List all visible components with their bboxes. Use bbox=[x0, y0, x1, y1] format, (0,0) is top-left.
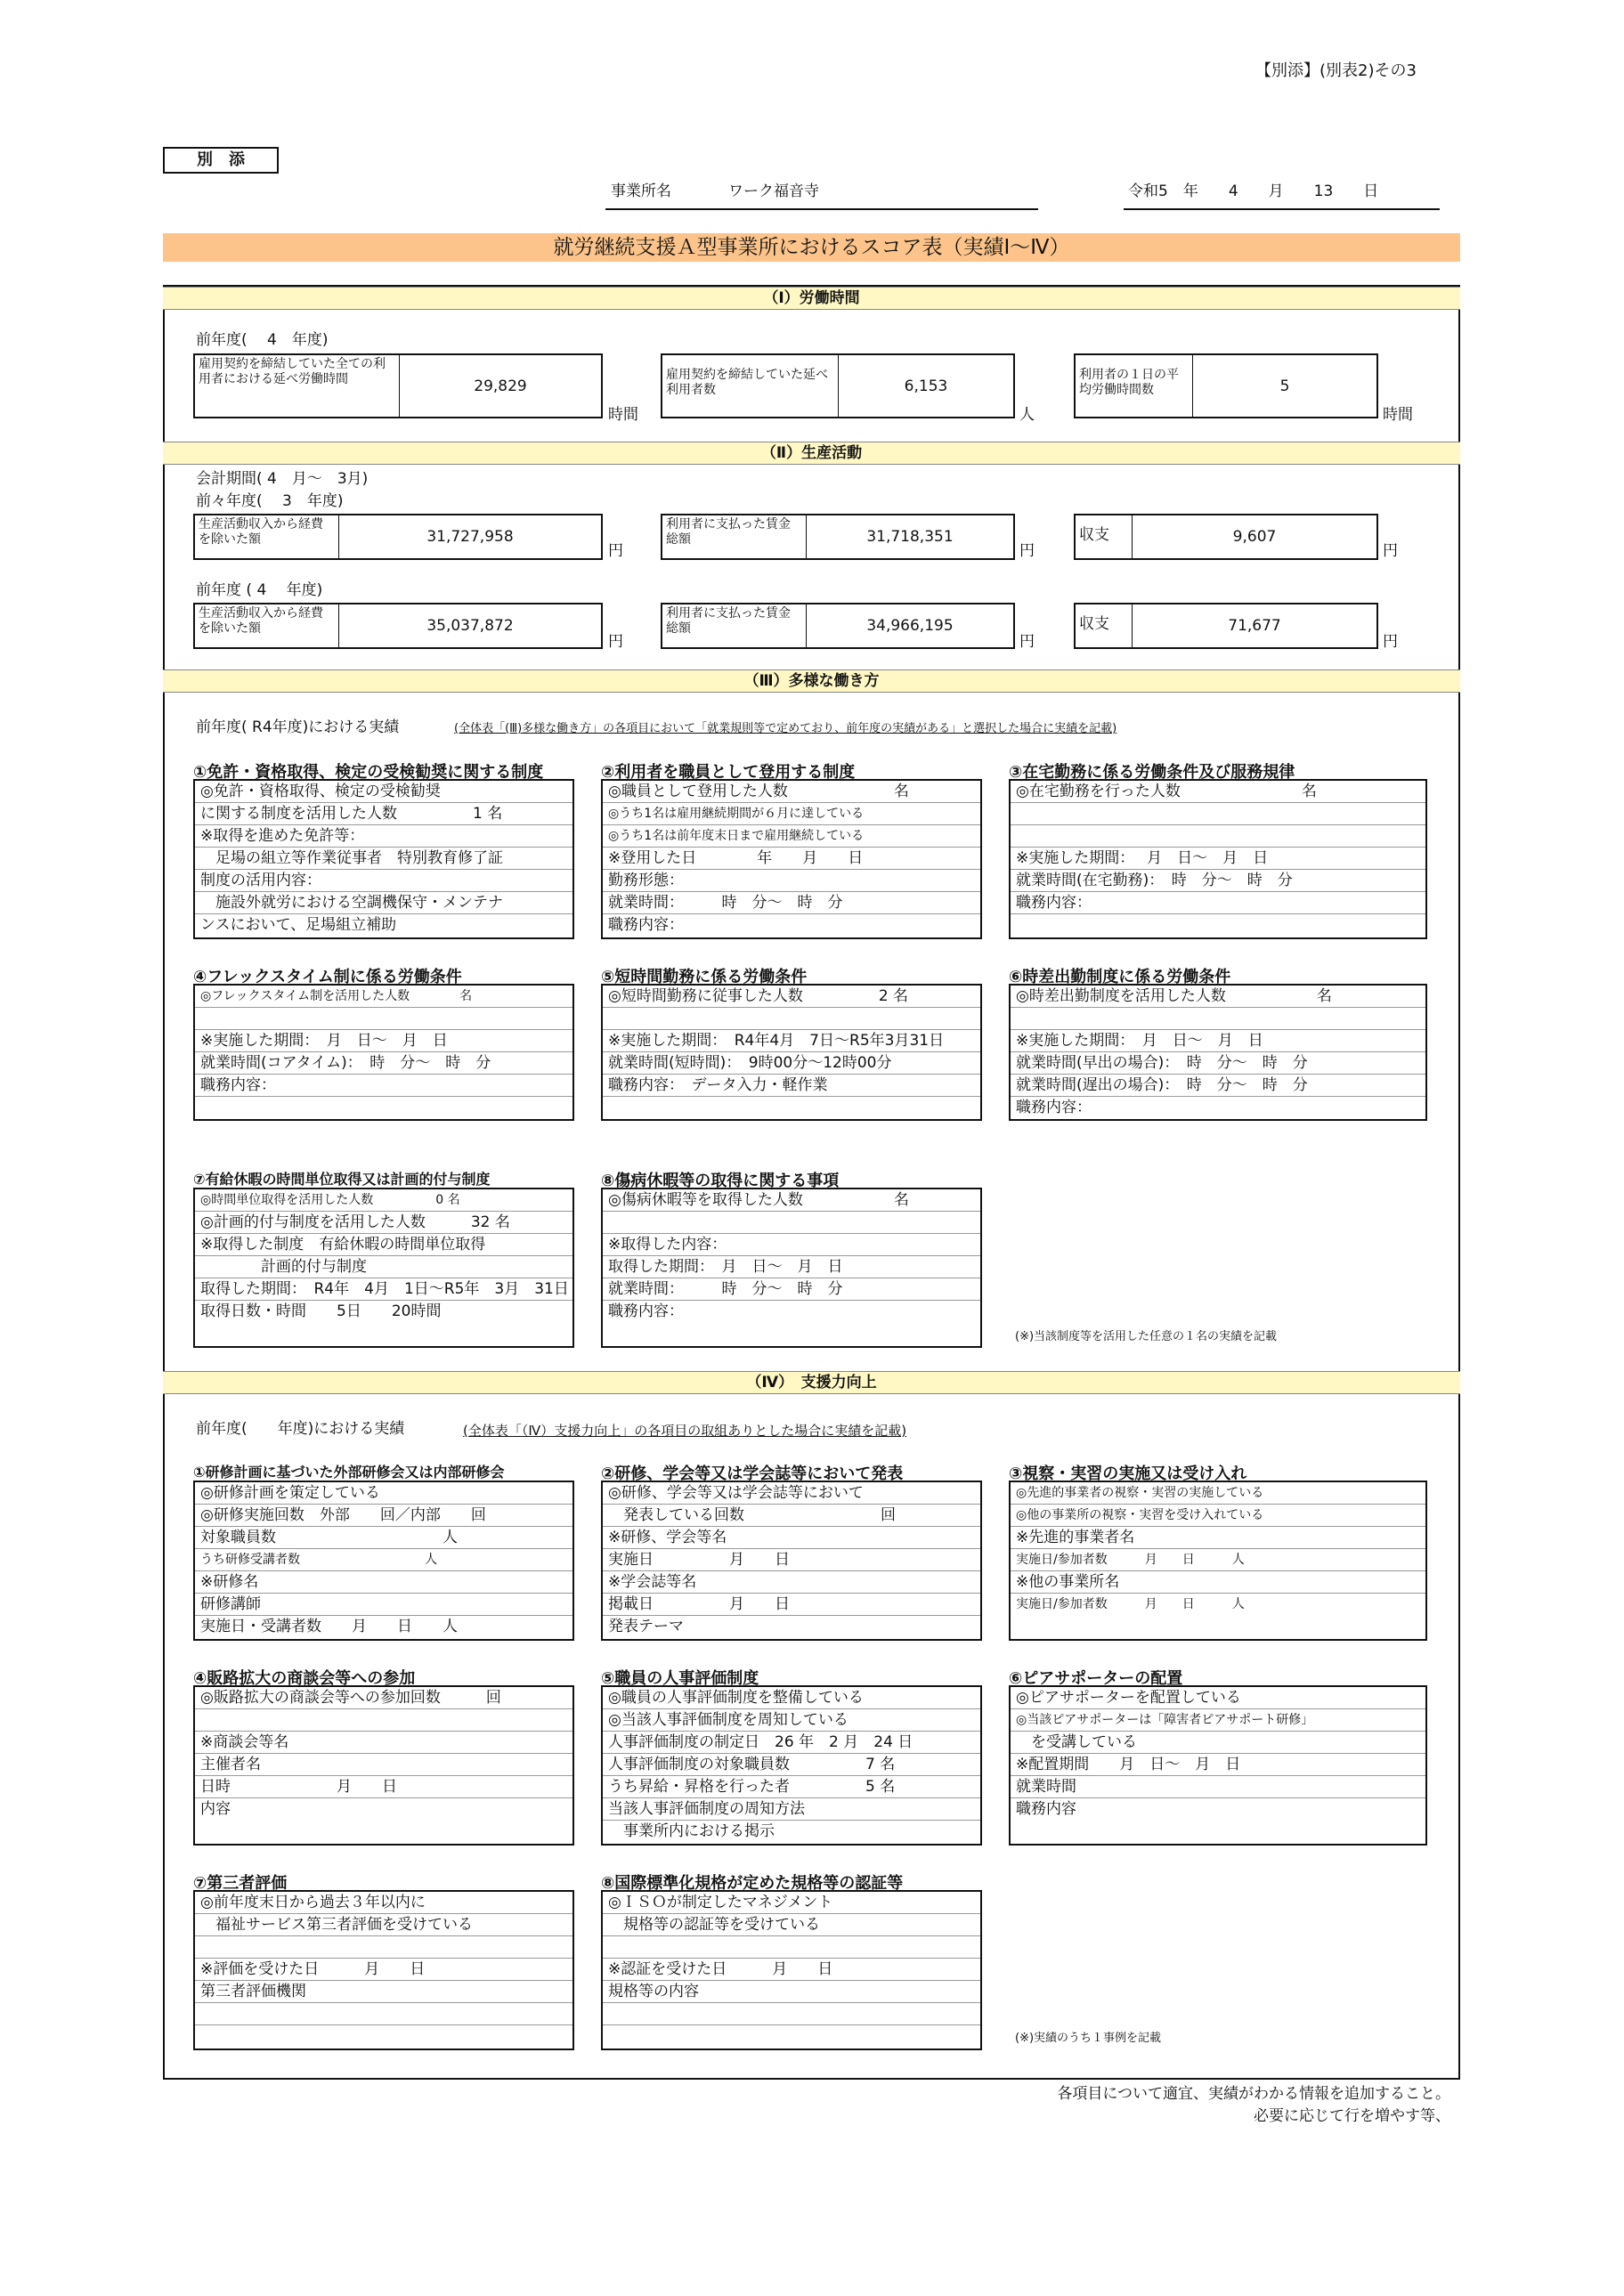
s3-item1-row: 制度の活用内容： bbox=[195, 870, 572, 892]
sec3-intro: 前年度( R4年度)における実績 bbox=[196, 718, 400, 736]
sec4-footnote: (※)実績のうち１事例を記載 bbox=[1015, 2032, 1162, 2045]
s3-item2-title: ②利用者を職員として登用する制度 bbox=[601, 763, 856, 782]
sec4-intro-note: (全体表「（Ⅳ）支援力向上」の各項目の取組ありとした場合に実績を記載) bbox=[463, 1423, 907, 1439]
s3-item4-row: ◎フレックスタイム制を活用した人数 名 bbox=[195, 986, 572, 1008]
s4-item2-title: ②研修、学会等又は学会誌等において発表 bbox=[601, 1464, 904, 1483]
unit-yen: 円 bbox=[608, 633, 623, 651]
s4-item7-title: ⑦第三者評価 bbox=[193, 1874, 288, 1893]
s3-item2-row: 職務内容： bbox=[608, 916, 684, 934]
s4-item7-row: 第三者評価機関 bbox=[195, 1981, 572, 2003]
s4-item8-row bbox=[603, 1936, 980, 1959]
s3-item1-box bbox=[193, 779, 574, 939]
s3-item1-row: 足場の組立等作業従事者 特別教育修了証 bbox=[195, 848, 572, 870]
s4-item3-row: ◎他の事業所の視察・実習を受け入れている bbox=[1011, 1505, 1425, 1527]
date-underline bbox=[1124, 208, 1440, 210]
s3-item3-row bbox=[1011, 825, 1425, 848]
s3-item6-row: 就業時間(遅出の場合)： 時 分～ 時 分 bbox=[1011, 1075, 1425, 1097]
s4-item5-row: 当該人事評価制度の周知方法 bbox=[603, 1798, 980, 1821]
s4-item7-row bbox=[195, 1936, 572, 1959]
s3-item4-title: ④フレックスタイム制に係る労働条件 bbox=[193, 968, 462, 986]
page-title: 就労継続支援Ａ型事業所におけるスコア表（実績Ⅰ～Ⅳ） bbox=[163, 233, 1460, 262]
income-box-1 bbox=[193, 514, 603, 560]
sec1-year: 前年度( 4 年度) bbox=[196, 331, 329, 349]
s4-item4-row: ◎販路拡大の商談会等への参加回数 回 bbox=[195, 1687, 572, 1709]
s3-item4-box bbox=[193, 984, 574, 1121]
income-value-2: 35,037,872 bbox=[426, 617, 514, 635]
s4-item8-row bbox=[603, 2003, 980, 2025]
s4-item1-row: 対象職員数 人 bbox=[195, 1527, 572, 1549]
avg-hours-label: 利用者の１日の平均労働時間数 bbox=[1076, 355, 1193, 417]
office-name: ワーク福音寺 bbox=[728, 183, 819, 200]
wage-label: 利用者に支払った賃金総額 bbox=[662, 604, 807, 647]
s3-item6-row bbox=[1011, 1008, 1425, 1030]
date: 令和5 年 4 月 13 日 bbox=[1128, 183, 1379, 200]
sec4-intro: 前年度( 年度)における実績 bbox=[196, 1420, 405, 1438]
wage-label: 利用者に支払った賃金総額 bbox=[662, 515, 807, 558]
s4-item5-row: うち昇給・昇格を行った者 5 名 bbox=[603, 1776, 980, 1798]
s4-item2-row: 発表テーマ bbox=[608, 1618, 684, 1635]
s4-item1-row: 研修講師 bbox=[195, 1594, 572, 1616]
s3-item5-row: ◎短時間勤務に従事した人数 2 名 bbox=[603, 986, 980, 1008]
balance-label: 収支 bbox=[1076, 515, 1133, 558]
s4-item1-row: ◎研修計画を策定している bbox=[195, 1482, 572, 1505]
s3-item7-box bbox=[193, 1188, 574, 1348]
s3-item8-box bbox=[601, 1188, 982, 1348]
s3-item5-box bbox=[601, 984, 982, 1121]
s3-item2-row: 就業時間： 時 分～ 時 分 bbox=[603, 892, 980, 914]
footer-line-1: 各項目について適宜、実績がわかる情報を追加すること。 bbox=[1057, 2085, 1450, 2103]
s4-item7-row: ※評価を受けた日 月 日 bbox=[195, 1959, 572, 1981]
s3-item1-row: ンスにおいて、足場組立補助 bbox=[200, 916, 397, 934]
s3-item7-row: ◎時間単位取得を活用した人数 0 名 bbox=[195, 1189, 572, 1212]
s4-item3-row: ◎先進的事業者の視察・実習の実施している bbox=[1011, 1482, 1425, 1505]
s4-item6-box bbox=[1009, 1685, 1427, 1846]
s4-item2-row: ※研修、学会等名 bbox=[603, 1527, 980, 1549]
footer-line-2: 必要に応じて行を増やす等、 bbox=[1254, 2107, 1450, 2125]
s3-item3-title: ③在宅勤務に係る労働条件及び服務規律 bbox=[1009, 763, 1295, 782]
s4-item6-row: を受講している bbox=[1011, 1732, 1425, 1754]
s3-item2-row: 勤務形態： bbox=[603, 870, 980, 892]
income-label: 生産活動収入から経費を除いた額 bbox=[195, 604, 339, 647]
income-label: 生産活動収入から経費を除いた額 bbox=[195, 515, 339, 558]
total-users-unit: 人 bbox=[1019, 406, 1035, 424]
s4-item2-row: 実施日 月 日 bbox=[603, 1549, 980, 1571]
s3-item2-row: ◎職員として登用した人数 名 bbox=[603, 781, 980, 803]
s3-item2-row: ◎うち1名は前年度末日まで雇用継続している bbox=[603, 825, 980, 848]
s4-item4-title: ④販路拡大の商談会等への参加 bbox=[193, 1669, 416, 1688]
s4-item2-row: 発表している回数 回 bbox=[603, 1505, 980, 1527]
s4-item5-row: ◎職員の人事評価制度を整備している bbox=[603, 1687, 980, 1709]
s4-item8-row: ◎ＩＳＯが制定したマネジメント bbox=[603, 1892, 980, 1914]
s3-item2-row: ◎うち1名は雇用継続期間が６月に達している bbox=[603, 803, 980, 825]
s4-item8-title: ⑧国際標準化規格が定めた規格等の認証等 bbox=[601, 1874, 904, 1893]
wage-box-2 bbox=[661, 603, 1015, 649]
s3-item5-row: 職務内容： データ入力・軽作業 bbox=[603, 1075, 980, 1097]
s4-item1-row: ※研修名 bbox=[195, 1571, 572, 1594]
s3-item7-title: ⑦有給休暇の時間単位取得又は計画的付与制度 bbox=[193, 1171, 491, 1188]
s4-item3-row: 実施日/参加者数 月 日 人 bbox=[1016, 1597, 1245, 1611]
s3-item4-row bbox=[195, 1008, 572, 1030]
balance-value-2: 71,677 bbox=[1228, 617, 1281, 635]
s4-item1-box bbox=[193, 1481, 574, 1641]
s3-item4-row: 職務内容： bbox=[195, 1075, 572, 1097]
s3-item6-row: 就業時間(早出の場合)： 時 分～ 時 分 bbox=[1011, 1052, 1425, 1075]
s3-item3-row bbox=[1011, 803, 1425, 825]
total-users-box bbox=[661, 353, 1015, 418]
s4-item8-row bbox=[603, 2025, 980, 2048]
balance-box-1 bbox=[1074, 514, 1378, 560]
s3-item3-box bbox=[1009, 779, 1427, 939]
income-box-2 bbox=[193, 603, 603, 649]
s4-item2-box bbox=[601, 1481, 982, 1641]
wage-box-1 bbox=[661, 514, 1015, 560]
accounting-period: 会計期間( 4 月～ 3月) bbox=[196, 470, 369, 488]
s4-item4-row: 内容 bbox=[200, 1800, 231, 1818]
total-hours-unit: 時間 bbox=[608, 406, 638, 424]
s3-item8-row: ※取得した内容： bbox=[603, 1234, 980, 1256]
income-value-1: 31,727,958 bbox=[426, 528, 514, 546]
s4-item4-row: ※商談会等名 bbox=[195, 1732, 572, 1754]
s4-item5-title: ⑤職員の人事評価制度 bbox=[601, 1669, 759, 1688]
s3-item1-row: ◎免許・資格取得、検定の受検勧奨 bbox=[195, 781, 572, 803]
s3-item8-row bbox=[603, 1212, 980, 1234]
wage-value-1: 31,718,351 bbox=[866, 528, 954, 546]
s4-item8-row: ※認証を受けた日 月 日 bbox=[603, 1959, 980, 1981]
s4-item6-row: ◎ピアサポーターを配置している bbox=[1011, 1687, 1425, 1709]
s4-item1-row: ◎研修実施回数 外部 回／内部 回 bbox=[195, 1505, 572, 1527]
avg-hours-value: 5 bbox=[1279, 377, 1290, 395]
s4-item3-box bbox=[1009, 1481, 1427, 1641]
s3-item5-row: ※実施した期間： R4年4月 7日～R5年3月31日 bbox=[603, 1030, 980, 1052]
total-users-value: 6,153 bbox=[904, 377, 948, 395]
band-support-capacity: （Ⅳ） 支援力向上 bbox=[163, 1371, 1460, 1394]
unit-yen: 円 bbox=[1019, 633, 1035, 651]
s4-item1-row: 実施日・受講者数 月 日 人 bbox=[200, 1618, 458, 1635]
s3-item1-title: ①免許・資格取得、検定の受検勧奨に関する制度 bbox=[193, 763, 544, 782]
balance-label: 収支 bbox=[1076, 604, 1133, 647]
s4-item5-row: 人事評価制度の対象職員数 7 名 bbox=[603, 1754, 980, 1776]
corner-note: 【別添】(別表2)その3 bbox=[1255, 61, 1417, 80]
s4-item6-row: ※配置期間 月 日～ 月 日 bbox=[1011, 1754, 1425, 1776]
s4-item6-title: ⑥ピアサポーターの配置 bbox=[1009, 1669, 1183, 1688]
s3-item8-title: ⑧傷病休暇等の取得に関する事項 bbox=[601, 1172, 840, 1190]
wage-value-2: 34,966,195 bbox=[866, 617, 954, 635]
balance-box-2 bbox=[1074, 603, 1378, 649]
avg-hours-unit: 時間 bbox=[1383, 406, 1413, 424]
balance-value-1: 9,607 bbox=[1232, 528, 1277, 546]
office-underline bbox=[605, 208, 1038, 210]
total-hours-box bbox=[193, 353, 603, 418]
s3-item8-row: 職務内容： bbox=[608, 1302, 684, 1320]
previous-year: 前年度 ( 4 年度) bbox=[196, 581, 323, 599]
s4-item1-title: ①研修計画に基づいた外部研修会又は内部研修会 bbox=[193, 1464, 505, 1481]
s4-item7-row bbox=[195, 2003, 572, 2025]
s4-item7-box bbox=[193, 1890, 574, 2050]
s4-item8-row: 規格等の内容 bbox=[603, 1981, 980, 2003]
s4-item3-title: ③視察・実習の実施又は受け入れ bbox=[1009, 1464, 1247, 1483]
s3-item6-row: ◎時差出勤制度を活用した人数 名 bbox=[1011, 986, 1425, 1008]
s4-item4-row: 日時 月 日 bbox=[195, 1776, 572, 1798]
s3-item8-row: 取得した期間： 月 日～ 月 日 bbox=[603, 1256, 980, 1278]
s3-item7-row: 取得日数・時間 5日 20時間 bbox=[200, 1302, 442, 1320]
s3-item1-row: ※取得を進めた免許等： bbox=[195, 825, 572, 848]
s3-item6-row: ※実施した期間： 月 日～ 月 日 bbox=[1011, 1030, 1425, 1052]
s3-item1-row: 施設外就労における空調機保守・メンテナ bbox=[195, 892, 572, 914]
s3-item7-row: 取得した期間： R4年 4月 1日～R5年 3月 31日 bbox=[195, 1278, 572, 1301]
s3-item8-row: ◎傷病休暇等を取得した人数 名 bbox=[603, 1189, 980, 1212]
s3-item5-row: 就業時間(短時間)： 9時00分～12時00分 bbox=[603, 1052, 980, 1075]
band-production: （Ⅱ）生産活動 bbox=[163, 442, 1460, 465]
band-labor-hours: （Ⅰ）労働時間 bbox=[163, 287, 1460, 310]
s3-item3-row bbox=[1011, 914, 1425, 937]
s3-item7-row: ※取得した制度 有給休暇の時間単位取得 bbox=[195, 1234, 572, 1256]
total-hours-label: 雇用契約を締結していた全ての利用者における延べ労働時間 bbox=[195, 355, 400, 417]
s3-item1-row: に関する制度を活用した人数 1 名 bbox=[195, 803, 572, 825]
s4-item1-row: うち研修受講者数 人 bbox=[195, 1549, 572, 1571]
unit-yen: 円 bbox=[608, 542, 623, 560]
s3-item5-row bbox=[603, 1008, 980, 1030]
s4-item2-row: 掲載日 月 日 bbox=[603, 1594, 980, 1616]
s4-item8-row: 規格等の認証等を受けている bbox=[603, 1914, 980, 1936]
sec3-footnote: (※)当該制度等を活用した任意の１名の実績を記載 bbox=[1015, 1330, 1278, 1343]
s3-item8-row: 就業時間： 時 分～ 時 分 bbox=[603, 1278, 980, 1301]
s3-item3-row: 職務内容： bbox=[1011, 892, 1425, 914]
s4-item5-box bbox=[601, 1685, 982, 1846]
s3-item2-box bbox=[601, 779, 982, 939]
s4-item4-row: 主催者名 bbox=[195, 1754, 572, 1776]
s3-item5-title: ⑤短時間勤務に係る労働条件 bbox=[601, 968, 808, 986]
year-before-last: 前々年度( 3 年度) bbox=[196, 492, 344, 510]
avg-hours-box bbox=[1074, 353, 1378, 418]
s4-item5-row: 人事評価制度の制定日 26 年 2 月 24 日 bbox=[603, 1732, 980, 1754]
s3-item6-box bbox=[1009, 984, 1427, 1121]
s4-item7-row bbox=[195, 2025, 572, 2048]
unit-yen: 円 bbox=[1383, 633, 1398, 651]
s4-item3-row: 実施日/参加者数 月 日 人 bbox=[1011, 1549, 1425, 1571]
s4-item3-row: ※先進的事業者名 bbox=[1011, 1527, 1425, 1549]
s4-item4-box bbox=[193, 1685, 574, 1846]
s4-item5-row: 事業所内における掲示 bbox=[608, 1822, 775, 1840]
s3-item3-row: ◎在宅勤務を行った人数 名 bbox=[1011, 781, 1425, 803]
s4-item3-row: ※他の事業所名 bbox=[1011, 1571, 1425, 1594]
stamp: 別 添 bbox=[163, 147, 279, 174]
s4-item2-row: ※学会誌等名 bbox=[603, 1571, 980, 1594]
s4-item5-row: ◎当該人事評価制度を周知している bbox=[603, 1709, 980, 1732]
s3-item3-row: ※実施した期間： 月 日～ 月 日 bbox=[1011, 848, 1425, 870]
total-users-label: 雇用契約を締結していた延べ利用者数 bbox=[662, 355, 839, 417]
s4-item4-row bbox=[195, 1709, 572, 1732]
s3-item4-row bbox=[195, 1097, 572, 1119]
s4-item6-row: ◎当該ピアサポーターは「障害者ピアサポート研修」 bbox=[1011, 1709, 1425, 1732]
s4-item7-row: 福祉サービス第三者評価を受けている bbox=[195, 1914, 572, 1936]
s3-item6-title: ⑥時差出勤制度に係る労働条件 bbox=[1009, 968, 1231, 986]
s3-item7-row: 計画的付与制度 bbox=[195, 1256, 572, 1278]
sec3-intro-note: (全体表「(Ⅲ)多様な働き方」の各項目において「就業規則等で定めており、前年度の実績がある」と選択した場合に実績を記載) bbox=[454, 722, 1117, 735]
unit-yen: 円 bbox=[1383, 542, 1398, 560]
s4-item8-box bbox=[601, 1890, 982, 2050]
s3-item5-row bbox=[603, 1097, 980, 1119]
s4-item6-row: 職務内容 bbox=[1016, 1800, 1076, 1818]
s4-item6-row: 就業時間 bbox=[1011, 1776, 1425, 1798]
unit-yen: 円 bbox=[1019, 542, 1035, 560]
s3-item3-row: 就業時間(在宅勤務)： 時 分～ 時 分 bbox=[1011, 870, 1425, 892]
s4-item7-row: ◎前年度末日から過去３年以内に bbox=[195, 1892, 572, 1914]
s3-item7-row: ◎計画的付与制度を活用した人数 32 名 bbox=[195, 1212, 572, 1234]
total-hours-value: 29,829 bbox=[474, 377, 527, 395]
s3-item6-row: 職務内容： bbox=[1016, 1099, 1092, 1116]
s3-item2-row: ※登用した日 年 月 日 bbox=[603, 848, 980, 870]
band-diverse-work: （Ⅲ）多様な働き方 bbox=[163, 669, 1460, 693]
office-label: 事業所名 bbox=[611, 183, 671, 200]
s4-item2-row: ◎研修、学会等又は学会誌等において bbox=[603, 1482, 980, 1505]
s3-item4-row: ※実施した期間： 月 日～ 月 日 bbox=[195, 1030, 572, 1052]
s3-item4-row: 就業時間(コアタイム)： 時 分～ 時 分 bbox=[195, 1052, 572, 1075]
